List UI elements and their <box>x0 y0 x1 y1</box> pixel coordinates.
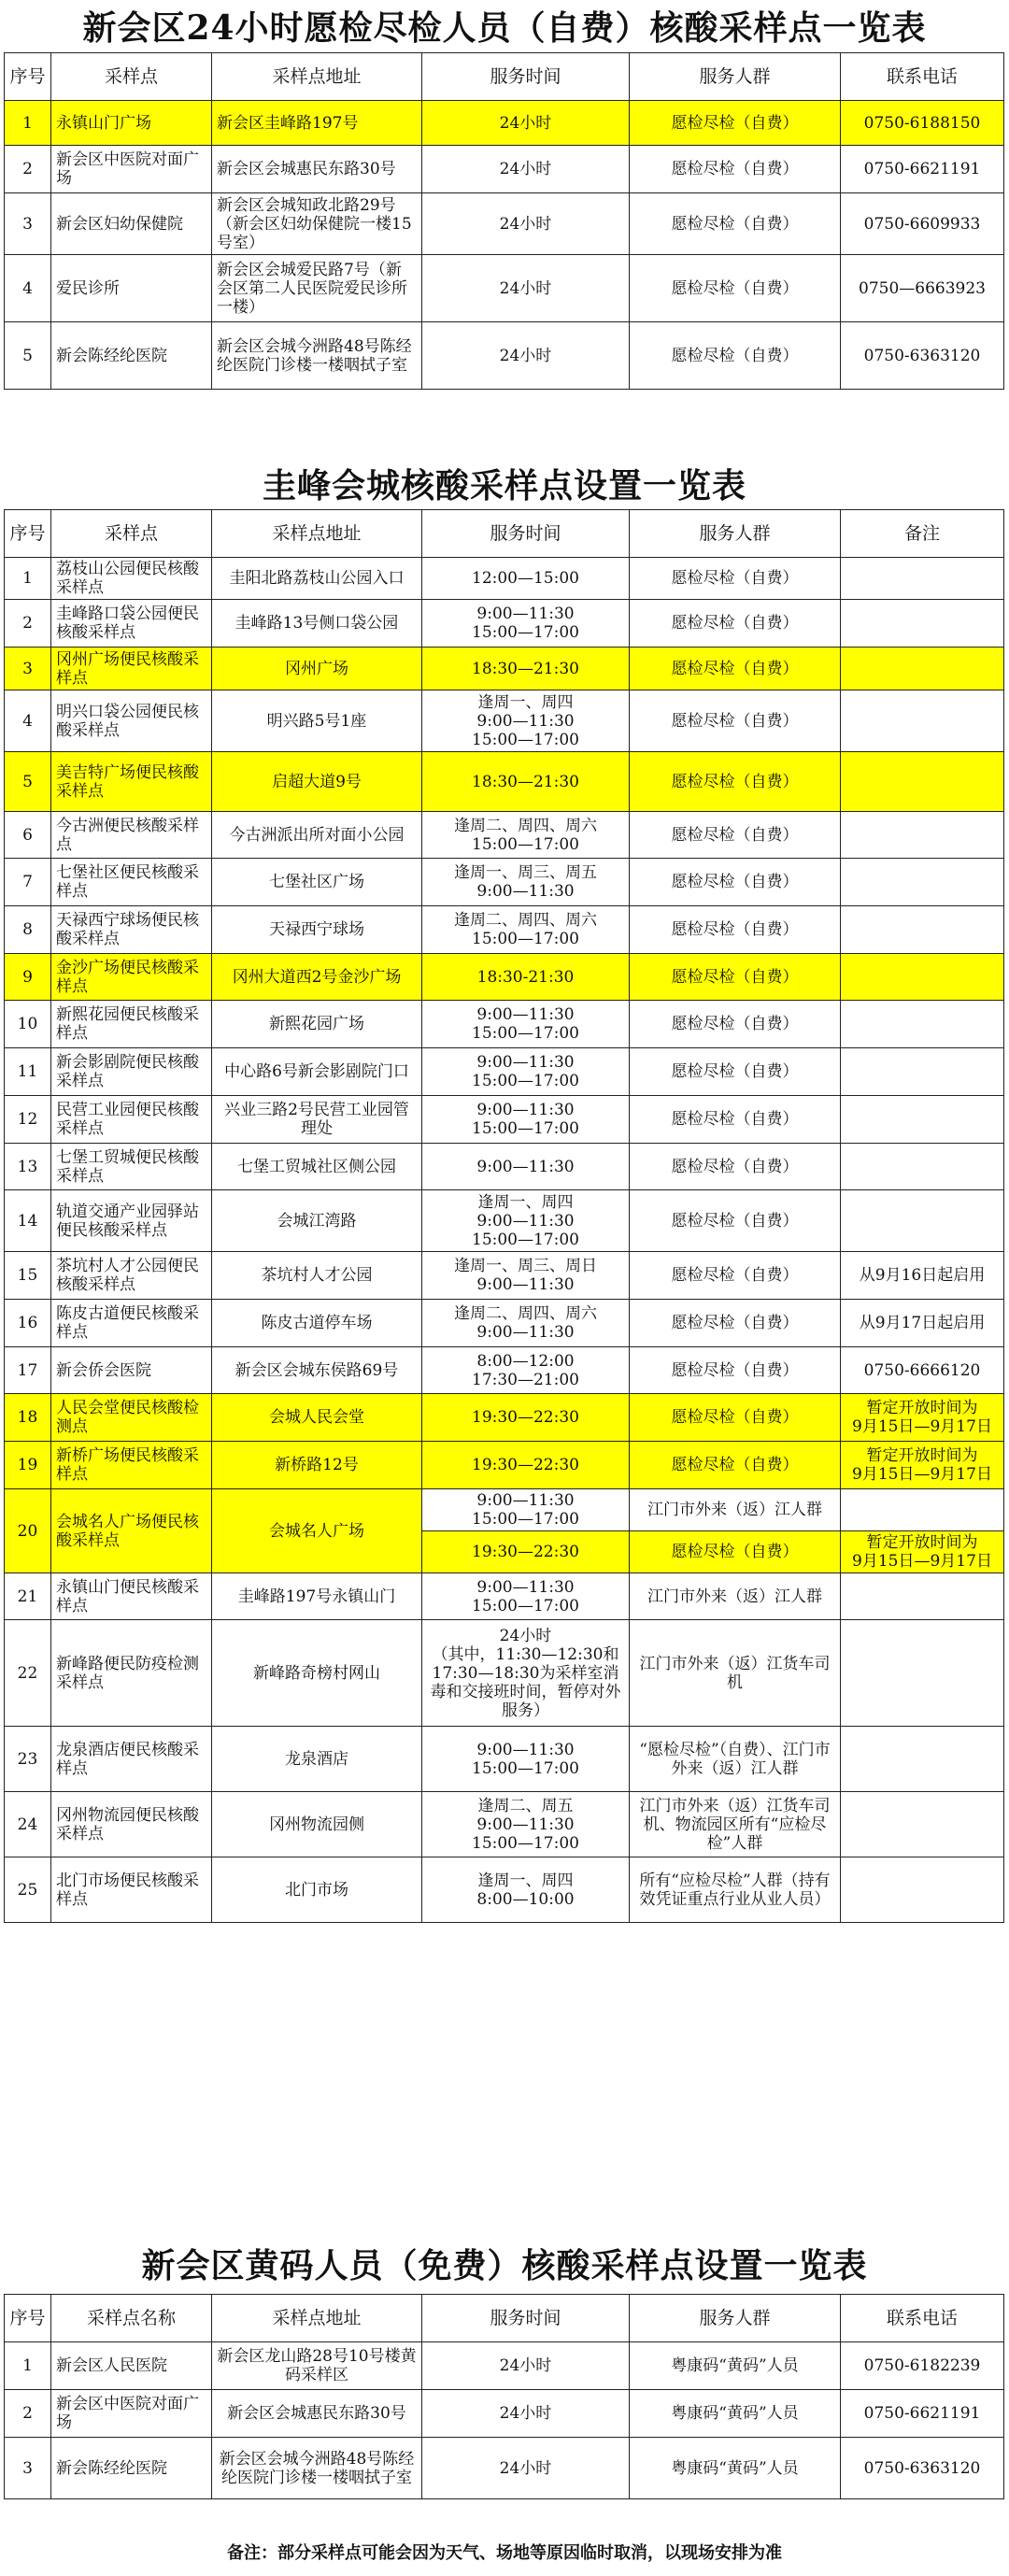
service-time: 12:00—15:00 <box>422 558 630 600</box>
site-address: 会城江湾路 <box>212 1190 422 1252</box>
header-cell: 服务人群 <box>630 53 841 101</box>
table-header-row <box>5 53 1004 101</box>
row-number: 7 <box>5 859 51 906</box>
header-cell: 联系电话 <box>841 53 1004 101</box>
service-group: 愿检尽检（自费） <box>630 1442 841 1489</box>
site-address: 冈州物流园侧 <box>212 1792 422 1857</box>
site-name: 永镇山门广场 <box>51 101 212 146</box>
remark <box>841 558 1004 600</box>
site-name: 七堡社区便民核酸采样点 <box>51 859 212 906</box>
service-time: 逢周二、周五 9:00—11:30 15:00—17:00 <box>422 1792 630 1857</box>
table-row <box>5 859 1004 906</box>
row-number: 25 <box>5 1857 51 1923</box>
contact-phone: 0750—6663923 <box>841 255 1004 322</box>
header-cell: 采样点 <box>51 53 212 101</box>
table-row <box>5 1620 1004 1727</box>
header-cell: 服务人群 <box>630 2295 841 2342</box>
row-number: 3 <box>5 193 51 255</box>
row-number: 10 <box>5 1001 51 1048</box>
site-address: 新会区会城今洲路48号陈经纶医院门诊楼一楼咽拭子室 <box>212 322 422 390</box>
service-group: 愿检尽检（自费） <box>630 322 841 390</box>
site-address: 七堡社区广场 <box>212 859 422 906</box>
site-address: 茶坑村人才公园 <box>212 1252 422 1300</box>
table-row <box>5 1857 1004 1923</box>
table-row <box>5 1048 1004 1096</box>
service-group: “愿检尽检”（自费）、江门市外来（返）江人群 <box>630 1727 841 1792</box>
table-row <box>5 1001 1004 1048</box>
row-number: 12 <box>5 1096 51 1144</box>
table-row <box>5 1144 1004 1190</box>
site-address: 北门市场 <box>212 1857 422 1923</box>
row-number: 1 <box>5 558 51 600</box>
service-group: 愿检尽检（自费） <box>630 1394 841 1442</box>
contact-phone: 0750-6188150 <box>841 101 1004 146</box>
site-address: 新会区会城爱民路7号（新会区第二人民医院爱民诊所一楼） <box>212 255 422 322</box>
row-number: 2 <box>5 146 51 193</box>
service-group: 愿检尽检（自费） <box>630 101 841 146</box>
site-name: 新桥广场便民核酸采样点 <box>51 1442 212 1489</box>
remark <box>841 1001 1004 1048</box>
service-group: 愿检尽检（自费） <box>630 859 841 906</box>
remark <box>841 812 1004 859</box>
service-time: 19:30—22:30 <box>422 1442 630 1489</box>
site-address: 龙泉酒店 <box>212 1727 422 1792</box>
header-cell: 服务时间 <box>422 2295 630 2342</box>
site-address: 圭峰路13号侧口袋公园 <box>212 600 422 648</box>
row-number: 18 <box>5 1394 51 1442</box>
remark <box>841 906 1004 954</box>
site-address: 新会区龙山路28号10号楼黄码采样区 <box>212 2342 422 2390</box>
remark <box>841 1048 1004 1096</box>
header-cell: 采样点名称 <box>51 2295 212 2342</box>
service-time: 逢周一、周三、周日 9:00—11:30 <box>422 1252 630 1300</box>
row-number: 9 <box>5 954 51 1001</box>
site-name: 新会区人民医院 <box>51 2342 212 2390</box>
row-number: 2 <box>5 600 51 648</box>
service-group: 所有“应检尽检”人群（持有效凭证重点行业从业人员） <box>630 1857 841 1923</box>
site-address: 今古洲派出所对面小公园 <box>212 812 422 859</box>
service-time: 9:00—11:30 15:00—17:00 <box>422 600 630 648</box>
contact-phone: 0750-6609933 <box>841 193 1004 255</box>
header-cell: 联系电话 <box>841 2295 1004 2342</box>
table-header-row <box>5 2295 1004 2342</box>
row-number: 21 <box>5 1573 51 1620</box>
table-row <box>5 1792 1004 1857</box>
service-group: 愿检尽检（自费） <box>630 1252 841 1300</box>
site-name: 美吉特广场便民核酸采样点 <box>51 752 212 812</box>
row-number: 23 <box>5 1727 51 1792</box>
site-name: 新会区中医院对面广场 <box>51 146 212 193</box>
table-row <box>5 648 1004 690</box>
site-name: 天禄西宁球场便民核酸采样点 <box>51 906 212 954</box>
service-time: 逢周一、周四 9:00—11:30 15:00—17:00 <box>422 1190 630 1252</box>
section1-table <box>4 52 1004 390</box>
site-name: 荔枝山公园便民核酸采样点 <box>51 558 212 600</box>
site-name: 今古洲便民核酸采样点 <box>51 812 212 859</box>
site-name: 龙泉酒店便民核酸采样点 <box>51 1727 212 1792</box>
remark <box>841 1190 1004 1252</box>
site-address: 会城名人广场 <box>212 1489 422 1573</box>
remark <box>841 1857 1004 1923</box>
table-row <box>5 1727 1004 1792</box>
table-row <box>5 954 1004 1001</box>
site-address: 新会区会城知政北路29号（新会区妇幼保健院一楼15号室） <box>212 193 422 255</box>
service-time: 8:00—12:00 17:30—21:00 <box>422 1347 630 1394</box>
row-number: 17 <box>5 1347 51 1394</box>
service-time: 9:00—11:30 15:00—17:00 <box>422 1096 630 1144</box>
row-number: 16 <box>5 1300 51 1347</box>
service-time: 24小时 <box>422 193 630 255</box>
contact-phone: 0750-6621191 <box>841 2390 1004 2438</box>
service-time: 逢周一、周四 8:00—10:00 <box>422 1857 630 1923</box>
row-number: 2 <box>5 2390 51 2438</box>
contact-phone: 0750-6182239 <box>841 2342 1004 2390</box>
row-number: 3 <box>5 2438 51 2499</box>
section3-title: 新会区黄码人员（免费）核酸采样点设置一览表 <box>141 2246 868 2285</box>
service-time: 24小时 <box>422 2342 630 2390</box>
remark: 从9月16日起启用 <box>841 1252 1004 1300</box>
site-address: 新会区会城今洲路48号陈经纶医院门诊楼一楼咽拭子室 <box>212 2438 422 2499</box>
service-group: 愿检尽检（自费） <box>630 193 841 255</box>
service-group: 愿检尽检（自费） <box>630 812 841 859</box>
service-time: 19:30—22:30 <box>422 1531 630 1573</box>
service-time: 9:00—11:30 <box>422 1144 630 1190</box>
contact-phone: 0750-6621191 <box>841 146 1004 193</box>
service-group: 愿检尽检（自费） <box>630 1001 841 1048</box>
row-number: 4 <box>5 255 51 322</box>
service-time: 24小时 （其中，11:30—12:30和17:30—18:30为采样室消毒和交接班时间，暂停对外服务） <box>422 1620 630 1727</box>
site-name: 新会侨会医院 <box>51 1347 212 1394</box>
service-time: 24小时 <box>422 146 630 193</box>
service-group: 愿检尽检（自费） <box>630 1347 841 1394</box>
header-cell: 服务时间 <box>422 53 630 101</box>
site-name: 新熙花园便民核酸采样点 <box>51 1001 212 1048</box>
service-group: 江门市外来（返）江货车司机 <box>630 1620 841 1727</box>
service-time: 18:30—21:30 <box>422 648 630 690</box>
table-row <box>5 2438 1004 2499</box>
table-row <box>5 322 1004 390</box>
site-address: 新桥路12号 <box>212 1442 422 1489</box>
header-cell: 序号 <box>5 2295 51 2342</box>
site-name: 茶坑村人才公园便民核酸采样点 <box>51 1252 212 1300</box>
header-cell: 采样点地址 <box>212 53 422 101</box>
row-number: 4 <box>5 690 51 752</box>
site-name: 明兴口袋公园便民核酸采样点 <box>51 690 212 752</box>
row-number: 15 <box>5 1252 51 1300</box>
section2-table <box>4 509 1004 1923</box>
service-time: 19:30—22:30 <box>422 1394 630 1442</box>
site-address: 启超大道9号 <box>212 752 422 812</box>
remark <box>841 600 1004 648</box>
service-time: 9:00—11:30 15:00—17:00 <box>422 1001 630 1048</box>
site-address: 新会区会城东侯路69号 <box>212 1347 422 1394</box>
row-number: 1 <box>5 2342 51 2390</box>
row-number: 1 <box>5 101 51 146</box>
site-name: 新会陈经纶医院 <box>51 2438 212 2499</box>
table-row <box>5 1573 1004 1620</box>
service-time: 9:00—11:30 15:00—17:00 <box>422 1573 630 1620</box>
service-time: 24小时 <box>422 2390 630 2438</box>
site-name: 民营工业园便民核酸采样点 <box>51 1096 212 1144</box>
service-time: 24小时 <box>422 2438 630 2499</box>
site-name: 北门市场便民核酸采样点 <box>51 1857 212 1923</box>
header-cell: 服务时间 <box>422 510 630 558</box>
remark <box>841 1727 1004 1792</box>
table-row <box>5 1347 1004 1394</box>
service-group: 愿检尽检（自费） <box>630 1190 841 1252</box>
service-time: 9:00—11:30 15:00—17:00 <box>422 1727 630 1792</box>
row-number: 22 <box>5 1620 51 1727</box>
site-name: 新会陈经纶医院 <box>51 322 212 390</box>
row-number: 19 <box>5 1442 51 1489</box>
row-number: 8 <box>5 906 51 954</box>
table-row <box>5 2390 1004 2438</box>
service-group: 愿检尽检（自费） <box>630 558 841 600</box>
service-time: 逢周一、周三、周五 9:00—11:30 <box>422 859 630 906</box>
service-group: 愿检尽检（自费） <box>630 146 841 193</box>
service-group: 愿检尽检（自费） <box>630 648 841 690</box>
service-time: 逢周二、周四、周六 9:00—11:30 <box>422 1300 630 1347</box>
service-group: 江门市外来（返）江货车司机、物流园区所有“应检尽检”人群 <box>630 1792 841 1857</box>
remark: 暂定开放时间为 9月15日—9月17日 <box>841 1394 1004 1442</box>
site-address: 七堡工贸城社区侧公园 <box>212 1144 422 1190</box>
remark: 暂定开放时间为 9月15日—9月17日 <box>841 1442 1004 1489</box>
section1-title: 新会区24小时愿检尽检人员（自费）核酸采样点一览表 <box>82 8 927 48</box>
service-time: 9:00—11:30 15:00—17:00 <box>422 1048 630 1096</box>
table-row <box>5 1252 1004 1300</box>
site-name: 会城名人广场便民核酸采样点 <box>51 1489 212 1573</box>
remark <box>841 1096 1004 1144</box>
remark <box>841 859 1004 906</box>
table-row <box>5 101 1004 146</box>
header-cell: 序号 <box>5 510 51 558</box>
table-row <box>5 600 1004 648</box>
site-address: 新熙花园广场 <box>212 1001 422 1048</box>
service-group: 愿检尽检（自费） <box>630 1096 841 1144</box>
site-address: 圭峰路197号永镇山门 <box>212 1573 422 1620</box>
site-address: 新会区会城惠民东路30号 <box>212 2390 422 2438</box>
remark <box>841 1144 1004 1190</box>
service-group: 江门市外来（返）江人群 <box>630 1489 841 1531</box>
remark: 0750-6666120 <box>841 1347 1004 1394</box>
site-address: 天禄西宁球场 <box>212 906 422 954</box>
service-time: 24小时 <box>422 255 630 322</box>
service-time: 逢周一、周四 9:00—11:30 15:00—17:00 <box>422 690 630 752</box>
site-address: 冈州广场 <box>212 648 422 690</box>
site-address: 冈州大道西2号金沙广场 <box>212 954 422 1001</box>
row-number: 14 <box>5 1190 51 1252</box>
site-name: 七堡工贸城便民核酸采样点 <box>51 1144 212 1190</box>
remark <box>841 1573 1004 1620</box>
remark <box>841 752 1004 812</box>
section3-table <box>4 2294 1004 2499</box>
row-number: 3 <box>5 648 51 690</box>
service-group: 愿检尽检（自费） <box>630 690 841 752</box>
site-name: 金沙广场便民核酸采样点 <box>51 954 212 1001</box>
site-name: 新峰路便民防疫检测采样点 <box>51 1620 212 1727</box>
table-row <box>5 2342 1004 2390</box>
table-row <box>5 1489 1004 1531</box>
table-row <box>5 1096 1004 1144</box>
remark <box>841 1620 1004 1727</box>
service-time: 逢周二、周四、周六 15:00—17:00 <box>422 812 630 859</box>
service-group: 愿检尽检（自费） <box>630 954 841 1001</box>
table-row <box>5 752 1004 812</box>
remark: 从9月17日起启用 <box>841 1300 1004 1347</box>
service-time: 24小时 <box>422 322 630 390</box>
service-time: 9:00—11:30 15:00—17:00 <box>422 1489 630 1531</box>
service-group: 粤康码“黄码”人员 <box>630 2342 841 2390</box>
site-address: 兴业三路2号民营工业园管理处 <box>212 1096 422 1144</box>
service-group: 江门市外来（返）江人群 <box>630 1573 841 1620</box>
header-cell: 采样点 <box>51 510 212 558</box>
remark <box>841 690 1004 752</box>
service-group: 愿检尽检（自费） <box>630 1531 841 1573</box>
remark: 暂定开放时间为 9月15日—9月17日 <box>841 1531 1004 1573</box>
table-row <box>5 1442 1004 1489</box>
service-group: 愿检尽检（自费） <box>630 906 841 954</box>
service-group: 愿检尽检（自费） <box>630 1300 841 1347</box>
table-row <box>5 193 1004 255</box>
header-cell: 备注 <box>841 510 1004 558</box>
site-name: 永镇山门便民核酸采样点 <box>51 1573 212 1620</box>
service-group: 愿检尽检（自费） <box>630 600 841 648</box>
row-number: 13 <box>5 1144 51 1190</box>
table-row <box>5 558 1004 600</box>
header-cell: 序号 <box>5 53 51 101</box>
site-address: 会城人民会堂 <box>212 1394 422 1442</box>
site-name: 新会区中医院对面广场 <box>51 2390 212 2438</box>
service-time: 24小时 <box>422 101 630 146</box>
site-name: 新会区妇幼保健院 <box>51 193 212 255</box>
footer-note: 备注：部分采样点可能会因为天气、场地等原因临时取消，以现场安排为准 <box>227 2543 782 2563</box>
site-name: 人民会堂便民核酸检测点 <box>51 1394 212 1442</box>
site-address: 中心路6号新会影剧院门口 <box>212 1048 422 1096</box>
service-group: 粤康码“黄码”人员 <box>630 2390 841 2438</box>
site-address: 新会区圭峰路197号 <box>212 101 422 146</box>
table-row <box>5 1190 1004 1252</box>
site-name: 陈皮古道便民核酸采样点 <box>51 1300 212 1347</box>
service-group: 粤康码“黄码”人员 <box>630 2438 841 2499</box>
contact-phone: 0750-6363120 <box>841 322 1004 390</box>
table-row <box>5 906 1004 954</box>
service-time: 逢周二、周四、周六 15:00—17:00 <box>422 906 630 954</box>
site-name: 轨道交通产业园驿站便民核酸采样点 <box>51 1190 212 1252</box>
row-number: 6 <box>5 812 51 859</box>
table-row <box>5 812 1004 859</box>
row-number: 20 <box>5 1489 51 1573</box>
table-row <box>5 146 1004 193</box>
table-row <box>5 690 1004 752</box>
service-group: 愿检尽检（自费） <box>630 255 841 322</box>
service-group: 愿检尽检（自费） <box>630 752 841 812</box>
site-name: 冈州广场便民核酸采样点 <box>51 648 212 690</box>
site-name: 圭峰路口袋公园便民核酸采样点 <box>51 600 212 648</box>
table-header-row <box>5 510 1004 558</box>
remark <box>841 1489 1004 1531</box>
service-time: 18:30—21:30 <box>422 752 630 812</box>
remark <box>841 954 1004 1001</box>
table-row <box>5 1394 1004 1442</box>
site-name: 冈州物流园便民核酸采样点 <box>51 1792 212 1857</box>
site-name: 新会影剧院便民核酸采样点 <box>51 1048 212 1096</box>
section2-title: 圭峰会城核酸采样点设置一览表 <box>262 466 746 505</box>
service-group: 愿检尽检（自费） <box>630 1048 841 1096</box>
row-number: 5 <box>5 322 51 390</box>
site-address: 新会区会城惠民东路30号 <box>212 146 422 193</box>
site-address: 陈皮古道停车场 <box>212 1300 422 1347</box>
service-group: 愿检尽检（自费） <box>630 1144 841 1190</box>
service-time: 18:30-21:30 <box>422 954 630 1001</box>
header-cell: 服务人群 <box>630 510 841 558</box>
table-row <box>5 255 1004 322</box>
remark <box>841 648 1004 690</box>
row-number: 24 <box>5 1792 51 1857</box>
contact-phone: 0750-6363120 <box>841 2438 1004 2499</box>
table-row <box>5 1300 1004 1347</box>
site-address: 明兴路5号1座 <box>212 690 422 752</box>
site-address: 圭阳北路荔枝山公园入口 <box>212 558 422 600</box>
site-name: 爱民诊所 <box>51 255 212 322</box>
row-number: 11 <box>5 1048 51 1096</box>
header-cell: 采样点地址 <box>212 2295 422 2342</box>
site-address: 新峰路奇榜村网山 <box>212 1620 422 1727</box>
remark <box>841 1792 1004 1857</box>
row-number: 5 <box>5 752 51 812</box>
header-cell: 采样点地址 <box>212 510 422 558</box>
